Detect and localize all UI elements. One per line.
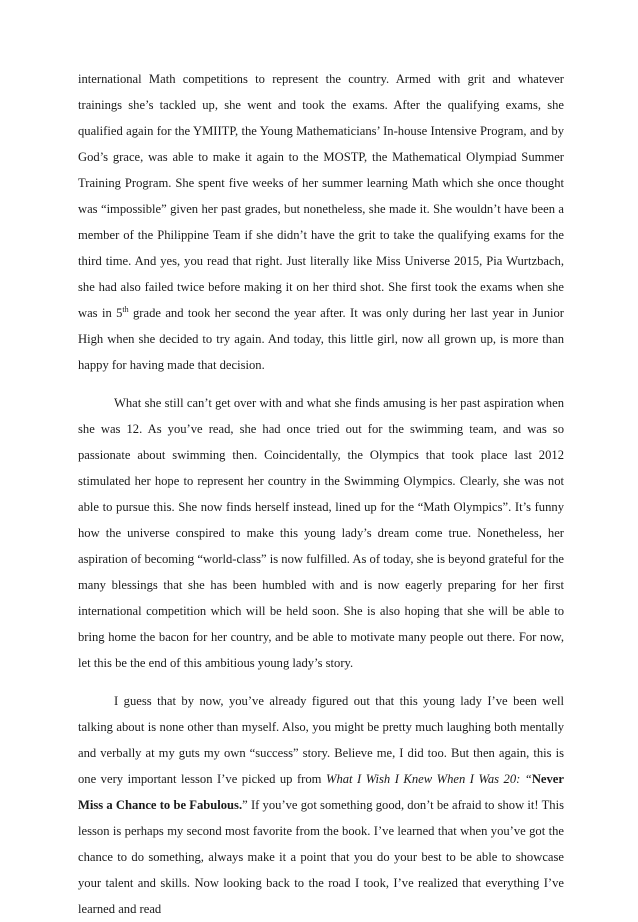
ordinal-superscript: th bbox=[122, 304, 129, 314]
paragraph-2 bbox=[78, 390, 564, 676]
text-run: What she still can’t get over with and what she finds amusing is her past aspiration when she was 12. As you’ve read, she had once tried out for the swimming team, and was so passionate about swimming then. Coincidentally, the Olympics that took place last 2012 stimulated her hope to represent her country in the Swimming Olympics. Clearly, she was not able to pursue this. She now finds herself instead, lined up for the “Math Olympics”. It’s funny how the universe conspired to make this young lady’s dream come true. Nonetheless, her aspiration of becoming “world-class” is now fulfilled. As of today, she is beyond grateful for the many blessings that she has been humbled with and is now eagerly preparing for her first international competition which will be held soon. She is also hoping that she will be able to bring home the bacon for her country, and be able to motivate many people out there. For now, let this be the end of this ambitious young lady’s story. bbox=[78, 396, 564, 670]
text-run: ” If you’ve got something good, don’t be afraid to show it! This lesson is perhaps my second most favorite from the book. I’ve learned that when you’ve got the chance to do something, always make it a point that you do your best to be able to showcase your talent and skills. Now looking back to the road I took, I’ve realized that everything I’ve learned and read bbox=[78, 798, 564, 916]
body-text bbox=[78, 66, 564, 922]
lesson-title: Never Miss a Chance to be Fabulous. bbox=[78, 772, 564, 812]
text-run: grade and took her second the year after. It was only during her last year in Junior High when she decided to try again. And today, this little girl, now all grown up, is more than happy for having made that decision. bbox=[78, 306, 564, 372]
paragraph-3 bbox=[78, 688, 564, 922]
text-run: international Math competitions to represent the country. Armed with grit and whatever trainings she’s tackled up, she went and took the exams. After the qualifying exams, she qualified again for the YMIITP, the Young Mathematicians’ In-house Intensive Program, and by God’s grace, was able to make it again to the MOSTP, the Mathematical Olympiad Summer Training Program. She spent five weeks of her summer learning Math which she once thought was “impossible” given her past grades, but nonetheless, she made it. She wouldn’t have been a member of the Philippine Team if she didn’t have the grit to take the qualifying exams for the third time. And yes, you read that right. Just literally like Miss Universe 2015, Pia Wurtzbach, she had also failed twice before making it on her third shot. She first took the exams when she was in 5 bbox=[78, 72, 564, 320]
text-run: I guess that by now, you’ve already figured out that this young lady I’ve been well talking about is none other than myself. Also, you might be pretty much laughing both mentally and verbally at my guts my own “success” story. Believe me, I did too. But then again, this is one very important lesson I’ve picked up from bbox=[78, 694, 564, 786]
paragraph-1 bbox=[78, 66, 564, 378]
book-title: What I Wish I Knew When I Was 20: “ bbox=[325, 772, 532, 786]
